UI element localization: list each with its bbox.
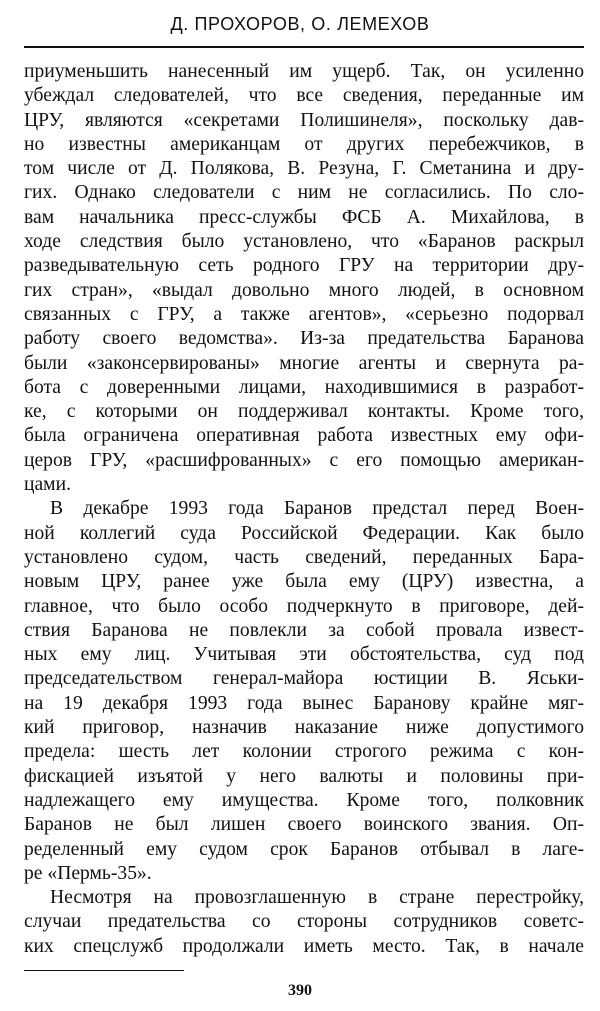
footer-rule — [24, 970, 184, 971]
text-line: установлено судом, часть сведений, переданных Бара- — [24, 546, 584, 568]
text-line: работу своего ведомства». Из-за предательства Баранова — [24, 328, 584, 350]
text-line: цами. — [24, 474, 71, 496]
text-line: гих. Однако следователи с ним не согласились. По сло- — [24, 182, 584, 204]
text-line: вам начальника пресс-службы ФСБ А. Михайлова, в — [24, 206, 584, 228]
text-line: ной коллегий суда Российской Федерации. Как было — [24, 522, 584, 544]
text-line: ких спецслужб продолжали иметь место. Так, в начале — [24, 935, 584, 957]
text-line: бота с доверенными лицами, находившимися в разработ- — [24, 376, 584, 398]
text-line: том числе от Д. Полякова, В. Резуна, Г. Сметанина и дру- — [24, 158, 584, 180]
text-line: но известны американцам от других перебежчиков, в — [24, 133, 584, 155]
running-title: Д. ПРОХОРОВ, О. ЛЕМЕХОВ — [170, 14, 430, 34]
text-line: на 19 декабря 1993 года вынес Баранову крайне мяг- — [24, 692, 584, 714]
text-line: была ограничена оперативная работа известных ему офи- — [24, 425, 584, 447]
text-line: председательством генерал-майора юстиции В. Яськи- — [24, 668, 584, 690]
paragraph-1 — [24, 60, 584, 497]
text-line: новым ЦРУ, ранее уже была ему (ЦРУ) известна, а — [24, 571, 584, 593]
text-line: главное, что было особо подчеркнуто в приговоре, дей- — [24, 595, 584, 617]
paragraph-3 — [24, 886, 584, 959]
text-line: надлежащего ему имущества. Кроме того, полковник — [24, 789, 584, 811]
text-line: кий приговор, назначив наказание ниже допустимого — [24, 717, 584, 739]
text-line: предела: шесть лет колонии строгого режима с кон- — [24, 741, 584, 763]
body-text — [24, 60, 584, 959]
text-line: разведывательную сеть родного ГРУ на территории дру- — [24, 255, 584, 277]
text-line: гих стран», «выдал довольно много людей, в основном — [24, 279, 584, 301]
text-line: ходе следствия было установлено, что «Баранов раскрыл — [24, 231, 584, 253]
text-line: ре «Пермь-35». — [24, 862, 152, 884]
header-rule — [24, 46, 584, 48]
text-line: ных ему лиц. Учитывая эти обстоятельства, суд под — [24, 644, 584, 666]
text-line: убеждал следователей, что все сведения, переданные им — [24, 85, 584, 107]
paragraph-2 — [24, 497, 584, 886]
text-line: Несмотря на провозглашенную в стране перестройку, — [50, 887, 584, 909]
text-line: ке, с которыми он поддерживал контакты. Кроме того, — [24, 401, 584, 423]
text-line: ствия Баранова не повлекли за собой провала извест- — [24, 619, 584, 641]
text-line: Баранов не был лишен своего воинского звания. Оп- — [24, 814, 584, 836]
text-line: приуменьшить нанесенный им ущерб. Так, он усиленно — [24, 61, 584, 82]
text-line: ЦРУ, являются «секретами Полишинеля», поскольку дав- — [24, 109, 584, 131]
text-line: фискацией изъятой у него валюты и половины при- — [24, 765, 584, 787]
text-line: В декабре 1993 года Баранов предстал перед Воен- — [50, 498, 584, 520]
text-line: церов ГРУ, «расшифрованных» с его помощью американ- — [24, 449, 584, 471]
text-line: случаи предательства со стороны сотрудников советс- — [24, 911, 584, 933]
text-line: ределенный ему судом срок Баранов отбывал в лаге- — [24, 838, 584, 860]
text-line: были «законсервированы» многие агенты и свернута ра- — [24, 352, 584, 374]
page-number: 390 — [288, 982, 312, 999]
text-line: связанных с ГРУ, а также агентов», «серьезно подорвал — [24, 303, 584, 325]
